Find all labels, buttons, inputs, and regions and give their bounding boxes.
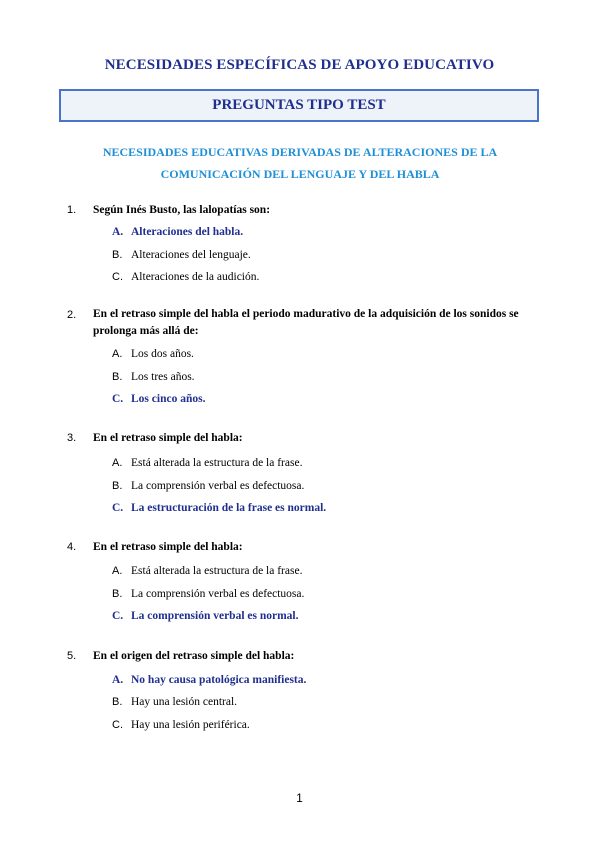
option-text: Está alterada la estructura de la frase. bbox=[131, 457, 303, 469]
option-text: Los tres años. bbox=[131, 371, 195, 383]
section-heading-line-2: COMUNICACIÓN DEL LENGUAJE Y DEL HABLA bbox=[160, 167, 440, 181]
option-letter: B. bbox=[112, 249, 123, 261]
question-text: En el retraso simple del habla el periodo madurativo de la adquisición de los sonidos se prolonga más allá de: bbox=[93, 308, 519, 337]
question-text: Según Inés Busto, las lalopatías son: bbox=[93, 204, 271, 216]
question-text: En el origen del retraso simple del habla: bbox=[93, 650, 295, 662]
question-number: 2. bbox=[67, 309, 77, 321]
option-text: La comprensión verbal es defectuosa. bbox=[131, 480, 305, 492]
question-number: 3. bbox=[67, 432, 77, 444]
option-text: La comprensión verbal es defectuosa. bbox=[131, 588, 305, 600]
banner-label: PREGUNTAS TIPO TEST bbox=[212, 97, 386, 113]
option-letter: C. bbox=[112, 271, 123, 283]
option-letter: A. bbox=[112, 226, 124, 238]
option-letter: C. bbox=[112, 719, 123, 731]
option-text: Alteraciones de la audición. bbox=[131, 271, 260, 283]
option-text: Está alterada la estructura de la frase. bbox=[131, 565, 303, 577]
option-letter: C. bbox=[112, 610, 124, 622]
option-letter: A. bbox=[112, 674, 124, 686]
option-letter: B. bbox=[112, 588, 123, 600]
option-letter: A. bbox=[112, 348, 123, 360]
option-letter: A. bbox=[112, 457, 123, 469]
option-letter: C. bbox=[112, 502, 124, 514]
question-text: En el retraso simple del habla: bbox=[93, 541, 243, 553]
option-text: La comprensión verbal es normal. bbox=[131, 610, 299, 622]
section-heading bbox=[60, 141, 540, 185]
option-text: Hay una lesión periférica. bbox=[131, 719, 250, 731]
option-letter: A. bbox=[112, 565, 123, 577]
option-text: Alteraciones del habla. bbox=[131, 226, 244, 238]
option-text: Alteraciones del lenguaje. bbox=[131, 249, 251, 261]
question-number: 4. bbox=[67, 541, 77, 553]
question-number: 1. bbox=[67, 204, 77, 216]
option-text: Los dos años. bbox=[131, 348, 194, 360]
option-text: Hay una lesión central. bbox=[131, 696, 238, 708]
section-heading-line-1: NECESIDADES EDUCATIVAS DERIVADAS DE ALTERACIONES DE LA bbox=[102, 145, 498, 159]
question-number: 5. bbox=[67, 650, 77, 662]
option-letter: C. bbox=[112, 393, 124, 405]
option-text: No hay causa patológica manifiesta. bbox=[131, 674, 307, 686]
section-banner bbox=[59, 89, 539, 122]
option-letter: B. bbox=[112, 696, 123, 708]
page-number: 1 bbox=[296, 791, 303, 805]
option-text: Los cinco años. bbox=[131, 393, 206, 405]
option-letter: B. bbox=[112, 480, 123, 492]
option-text: La estructuración de la frase es normal. bbox=[131, 502, 327, 514]
option-letter: B. bbox=[112, 371, 123, 383]
question-text: En el retraso simple del habla: bbox=[93, 432, 243, 444]
document-title: NECESIDADES ESPECÍFICAS DE APOYO EDUCATIVO bbox=[104, 57, 495, 73]
